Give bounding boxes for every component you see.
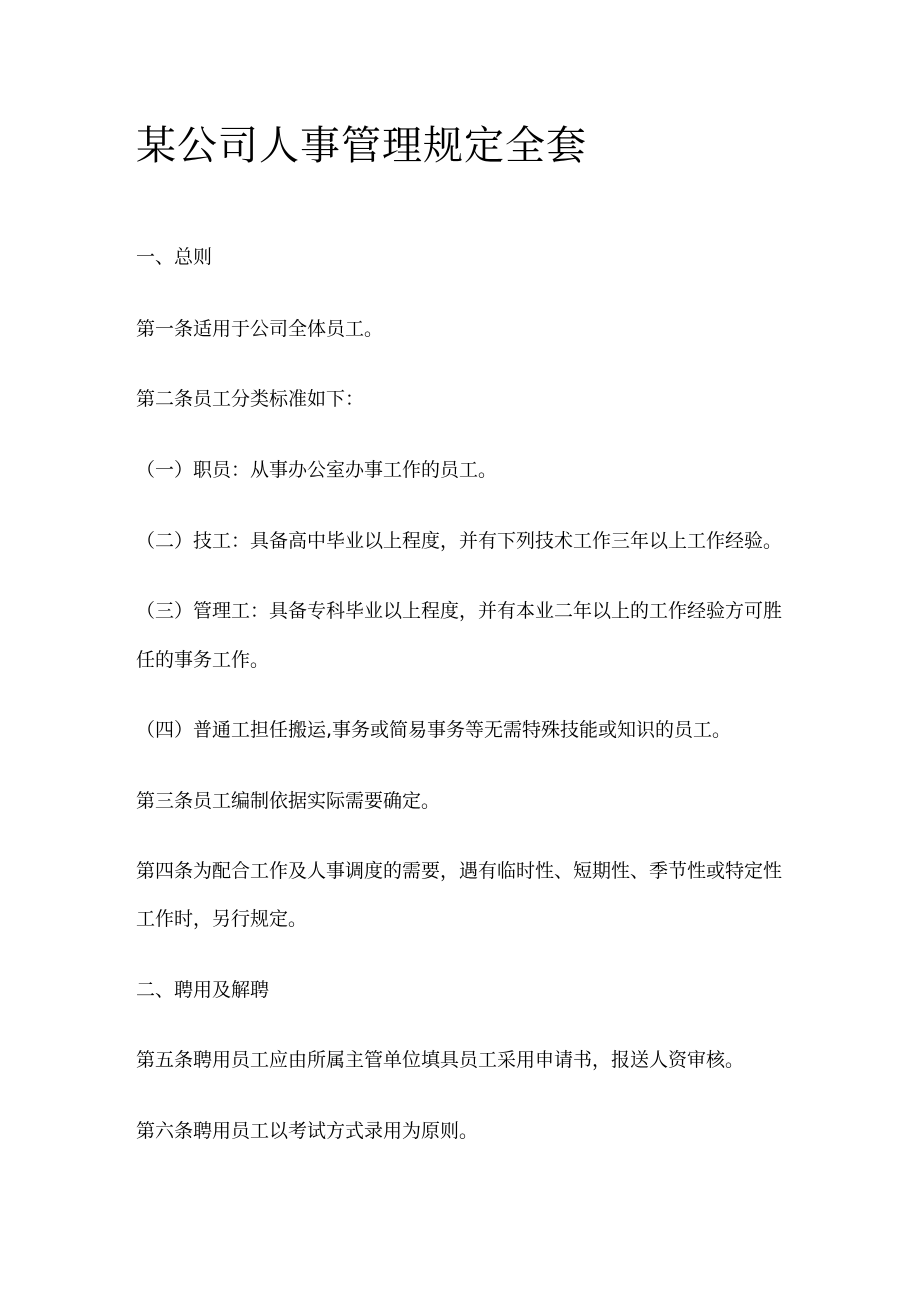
document-title: 某公司人事管理规定全套	[136, 123, 587, 169]
article-2-item-3-continued: 任的事务工作。	[136, 649, 270, 671]
article-1: 第一条适用于公司全体员工。	[136, 318, 384, 340]
article-4: 第四条为配合工作及人事调度的需要，遇有临时性、短期性、季节性或特定性	[136, 860, 783, 882]
article-6: 第六条聘用员工以考试方式录用为原则。	[136, 1120, 479, 1142]
section-heading-general: 一、总则	[136, 246, 213, 268]
article-2-item-4: （四）普通工担任搬运,事务或简易事务等无需特殊技能或知识的员工。	[136, 719, 732, 741]
article-4-continued: 工作时，另行规定。	[136, 908, 308, 930]
article-2: 第二条员工分类标准如下：	[136, 388, 365, 410]
section-heading-hiring: 二、聘用及解聘	[136, 979, 270, 1001]
article-2-item-3: （三）管理工：具备专科毕业以上程度，并有本业二年以上的工作经验方可胜	[136, 600, 783, 622]
article-2-item-1: （一）职员：从事办公室办事工作的员工。	[136, 459, 498, 481]
article-2-item-2: （二）技工：具备高中毕业以上程度，并有下列技术工作三年以上工作经验。	[136, 530, 783, 552]
article-3: 第三条员工编制依据实际需要确定。	[136, 790, 441, 812]
article-5: 第五条聘用员工应由所属主管单位填具员工采用申请书，报送人资审核。	[136, 1049, 745, 1071]
